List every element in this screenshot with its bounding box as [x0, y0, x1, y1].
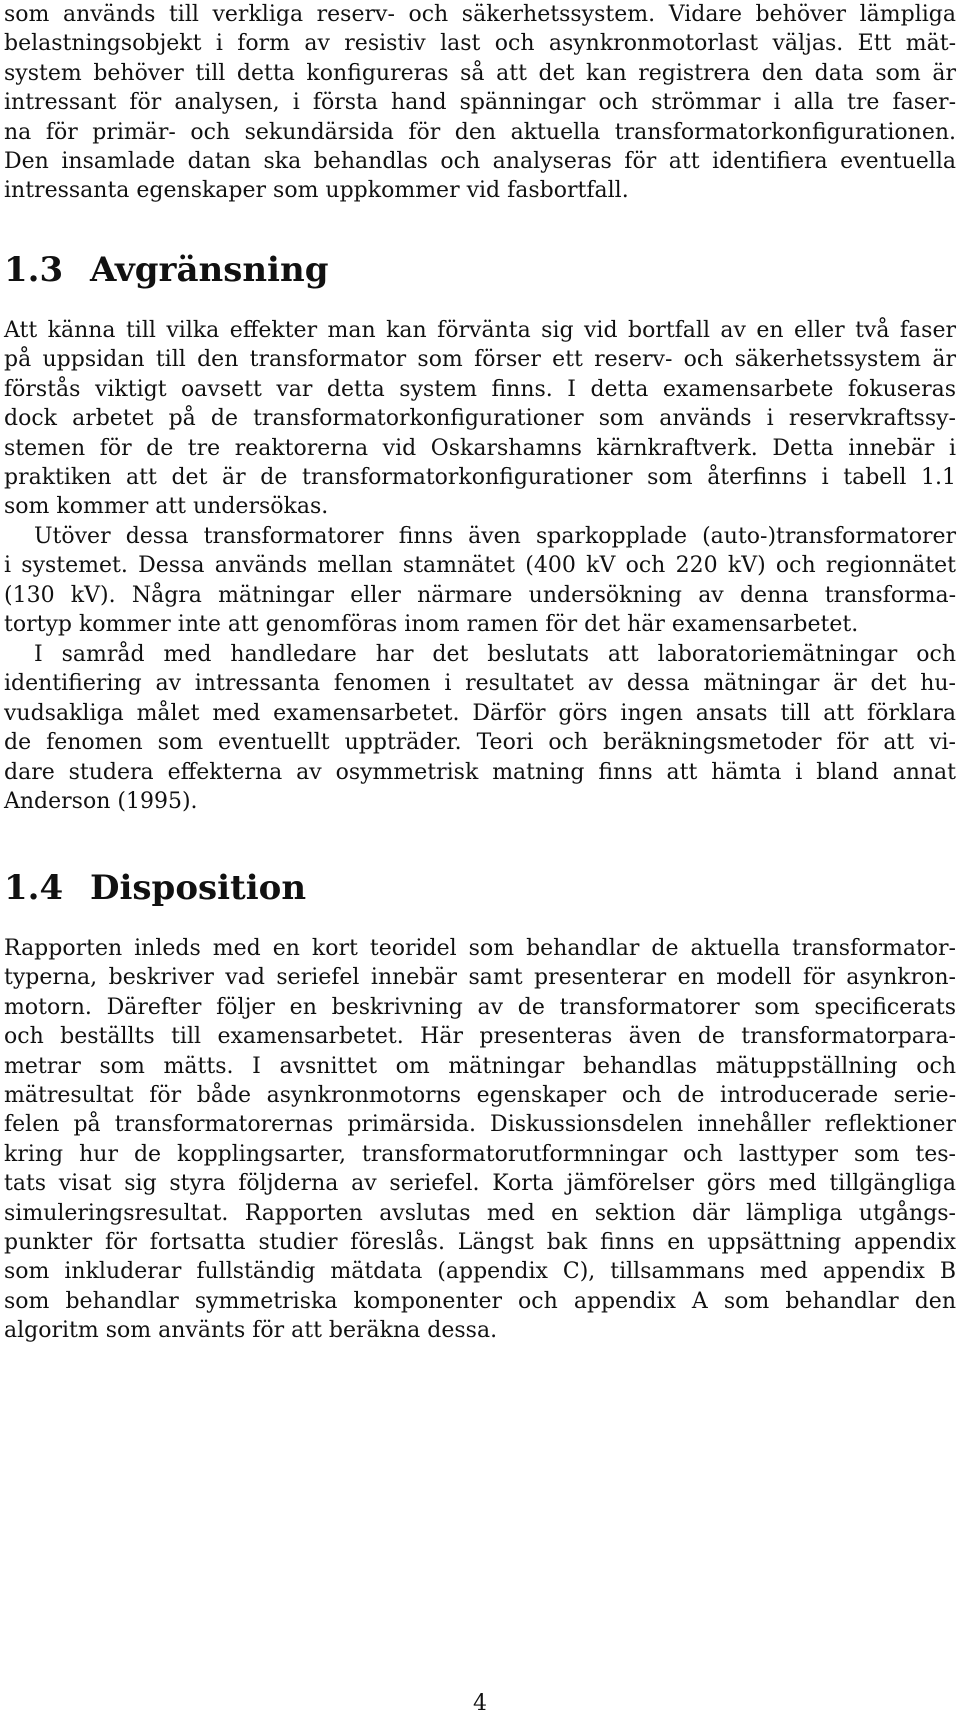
- text-line: praktiken att det är de transformatorkonfigurationer som återfinns i tabell 1.1: [4, 465, 956, 491]
- text-line: punkter för fortsatta studier föreslås. Längst bak finns en uppsättning appendix: [4, 1230, 956, 1256]
- text-line: de fenomen som eventuellt uppträder. Teori och beräkningsmetoder för att vi-: [4, 730, 956, 756]
- section-number: 1.3: [4, 250, 64, 290]
- text-line: simuleringsresultat. Rapporten avslutas med en sektion där lämpliga utgångs-: [4, 1200, 956, 1226]
- text-line: intressant för analysen, i första hand spänningar och strömmar i alla tre faser-: [4, 90, 956, 116]
- page-number: 4: [473, 1691, 487, 1716]
- text-line: vudsakliga målet med examensarbetet. Därför görs ingen ansats till att förklara: [4, 700, 956, 726]
- text-line: som kommer att undersökas.: [4, 494, 329, 520]
- text-line: felen på transformatorernas primärsida. Diskussionsdelen innehåller reflektioner: [4, 1112, 956, 1138]
- text-line-content: Utöver dessa transformatorer finns även sparkopplade (auto-)transformatorer: [34, 524, 956, 549]
- text-line: metrar som mätts. I avsnittet om mätningar behandlas mätuppställning och: [4, 1053, 956, 1079]
- paragraph-disposition: [4, 934, 956, 1346]
- text-line: (130 kV). Några mätningar eller närmare undersökning av denna transforma-: [4, 582, 956, 608]
- text-line: dock arbetet på de transformatorkonfigurationer som används i reservkraftssy-: [4, 406, 956, 432]
- text-line: stemen för de tre reaktorerna vid Oskarshamns kärnkraftverk. Detta innebär i: [4, 435, 956, 461]
- text-line: belastningsobjekt i form av resistiv last och asynkronmotorlast väljas. Ett mät-: [4, 31, 956, 57]
- text-line: Rapporten inleds med en kort teoridel som behandlar de aktuella transformator-: [4, 936, 956, 961]
- text-line: kring hur de kopplingsarter, transformatorutformningar och lasttyper som tes-: [4, 1141, 956, 1167]
- section-title: Disposition: [90, 868, 307, 908]
- text-line: tats visat sig styra följderna av seriefel. Korta jämförelser görs med tillgängliga: [4, 1171, 956, 1197]
- text-line: dare studera effekterna av osymmetrisk matning finns att hämta i bland annat: [4, 759, 956, 785]
- section-title: Avgränsning: [90, 250, 329, 290]
- paragraph-avgransning-2: [4, 522, 956, 640]
- paragraph-avgransning-1: [4, 316, 956, 522]
- text-line: i systemet. Dessa används mellan stamnätet (400 kV och 220 kV) och regionnätet: [4, 553, 956, 579]
- paragraph-intro-continued: [4, 0, 956, 206]
- text-line: förstås viktigt oavsett var detta system finns. I detta examensarbete fokuseras: [4, 376, 956, 402]
- paragraph-avgransning-3: [4, 640, 956, 816]
- text-line: identifiering av intressanta fenomen i resultatet av dessa mätningar är det hu-: [4, 671, 956, 697]
- text-line: [4, 522, 956, 551]
- text-line: mätresultat för både asynkronmotorns egenskaper och de introducerade serie-: [4, 1083, 956, 1109]
- text-line: tortyp kommer inte att genomföras inom ramen för det här examensarbetet.: [4, 612, 859, 638]
- text-line: typerna, beskriver vad seriefel innebär samt presenterar en modell för asynkron-: [4, 965, 956, 991]
- section-heading-1-4: [4, 868, 306, 908]
- text-line: på uppsidan till den transformator som förser ett reserv- och säkerhetssystem är: [4, 347, 956, 373]
- text-line: som inkluderar fullständig mätdata (appendix C), tillsammans med appendix B: [4, 1259, 956, 1285]
- text-line: algoritm som använts för att beräkna dessa.: [4, 1318, 498, 1344]
- text-line: som behandlar symmetriska komponenter och appendix A som behandlar den: [4, 1288, 956, 1314]
- text-line-content: I samråd med handledare har det beslutats att laboratoriemätningar och: [34, 642, 956, 667]
- section-heading-1-3: [4, 250, 328, 290]
- text-line: Den insamlade datan ska behandlas och analyseras för att identifiera eventuella: [4, 149, 956, 175]
- text-line: Att känna till vilka effekter man kan förvänta sig vid bortfall av en eller två faser: [4, 318, 956, 343]
- text-line: [4, 640, 956, 669]
- section-number: 1.4: [4, 868, 64, 908]
- text-line: och beställts till examensarbetet. Här presenteras även de transformatorpara-: [4, 1024, 956, 1050]
- text-line: som används till verkliga reserv- och säkerhetssystem. Vidare behöver lämpliga: [4, 2, 956, 27]
- text-line: Anderson (1995).: [4, 789, 198, 815]
- text-line: system behöver till detta konfigureras så att det kan registrera den data som är: [4, 60, 956, 86]
- text-line: intressanta egenskaper som uppkommer vid fasbortfall.: [4, 178, 629, 204]
- text-line: motorn. Därefter följer en beskrivning av de transformatorer som specificerats: [4, 994, 956, 1020]
- text-line: na för primär- och sekundärsida för den aktuella transformatorkonfigurationen.: [4, 119, 956, 145]
